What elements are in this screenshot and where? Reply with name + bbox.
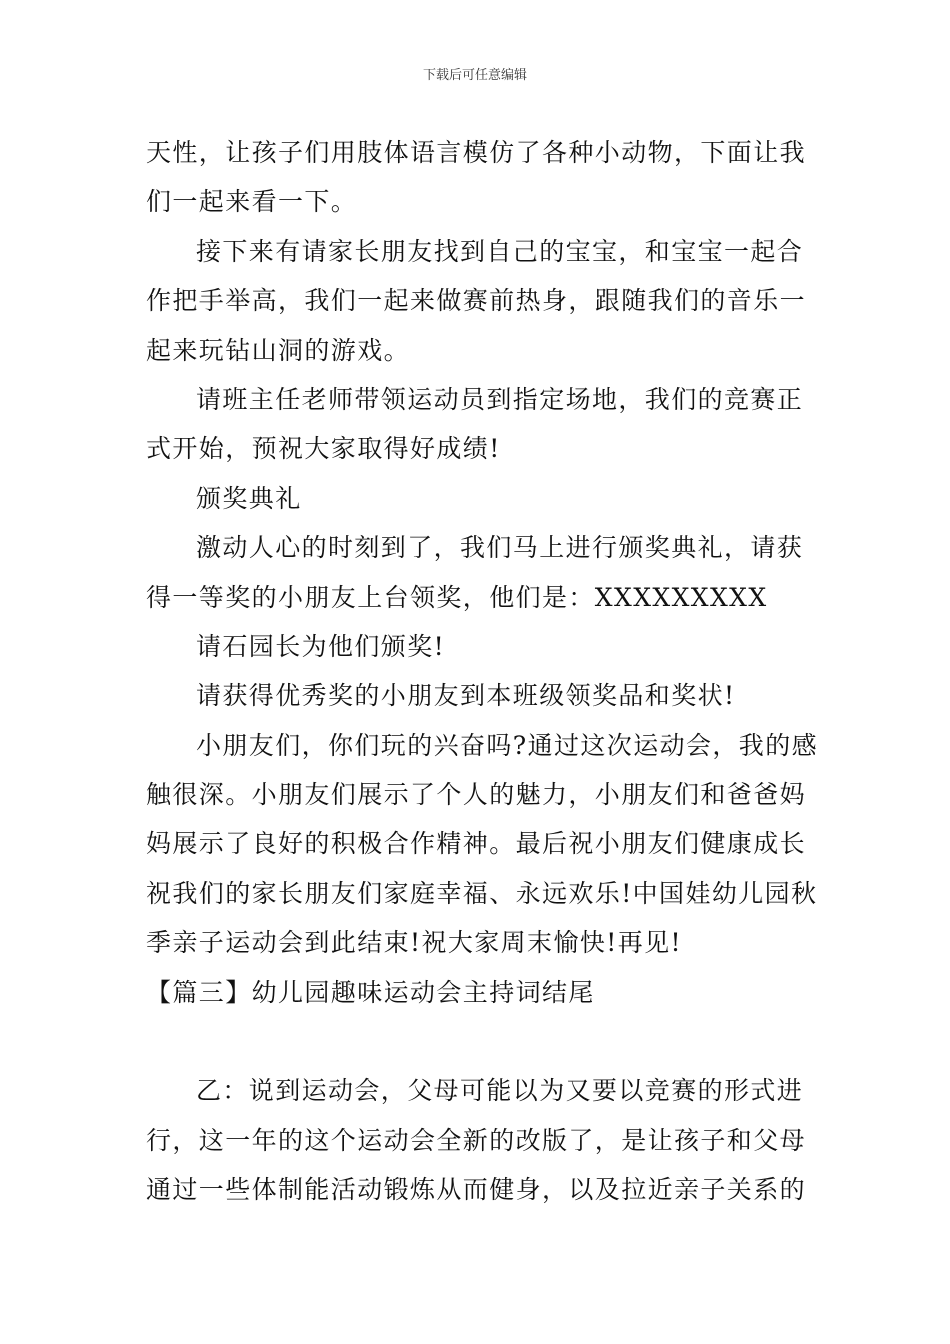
text-line: 接下来有请家长朋友找到自己的宝宝，和宝宝一起合 [196, 236, 804, 266]
text-line: 行，这一年的这个运动会全新的改版了，是让孩子和父母 [146, 1125, 807, 1155]
text-line: 起来玩钻山洞的游戏。 [146, 335, 411, 365]
text-line: 触很深。小朋友们展示了个人的魅力，小朋友们和爸爸妈 [146, 780, 807, 810]
text-line: 们一起来看一下。 [146, 187, 358, 217]
text-line: 乙：说到运动会，父母可能以为又要以竞赛的形式进 [196, 1076, 804, 1106]
text-line: 季亲子运动会到此结束!祝大家周末愉快!再见! [146, 928, 682, 958]
text-line: 天性，让孩子们用肢体语言模仿了各种小动物，下面让我 [146, 138, 807, 167]
text-line: 请石园长为他们颁奖! [196, 631, 446, 661]
text-line: 【篇三】幼儿园趣味运动会主持词结尾 [146, 977, 595, 1007]
text-line: 作把手举高，我们一起来做赛前热身，跟随我们的音乐一 [146, 286, 807, 316]
text-line: 请班主任老师带领运动员到指定场地，我们的竞赛正 [196, 384, 804, 414]
text-line: 式开始，预祝大家取得好成绩! [146, 434, 501, 464]
document-body [146, 128, 819, 1215]
text-line: 祝我们的家长朋友们家庭幸福、永远欢乐!中国娃幼儿园秋 [146, 878, 818, 908]
text-line: 得一等奖的小朋友上台领奖，他们是：XXXXXXXXX [146, 582, 768, 612]
text-line: 妈展示了良好的积极合作精神。最后祝小朋友们健康成长 [146, 829, 807, 859]
blank-line [146, 1017, 806, 1066]
text-line: 激动人心的时刻到了，我们马上进行颁奖典礼，请获 [196, 533, 804, 563]
text-line: 颁奖典礼 [196, 483, 302, 513]
text-line: 小朋友们，你们玩的兴奋吗?通过这次运动会，我的感 [196, 730, 819, 760]
page-header: 下载后可任意编辑 [422, 68, 527, 83]
text-line: 请获得优秀奖的小朋友到本班级领奖品和奖状! [196, 681, 736, 711]
text-line: 通过一些体制能活动锻炼从而健身，以及拉近亲子关系的 [146, 1175, 807, 1205]
